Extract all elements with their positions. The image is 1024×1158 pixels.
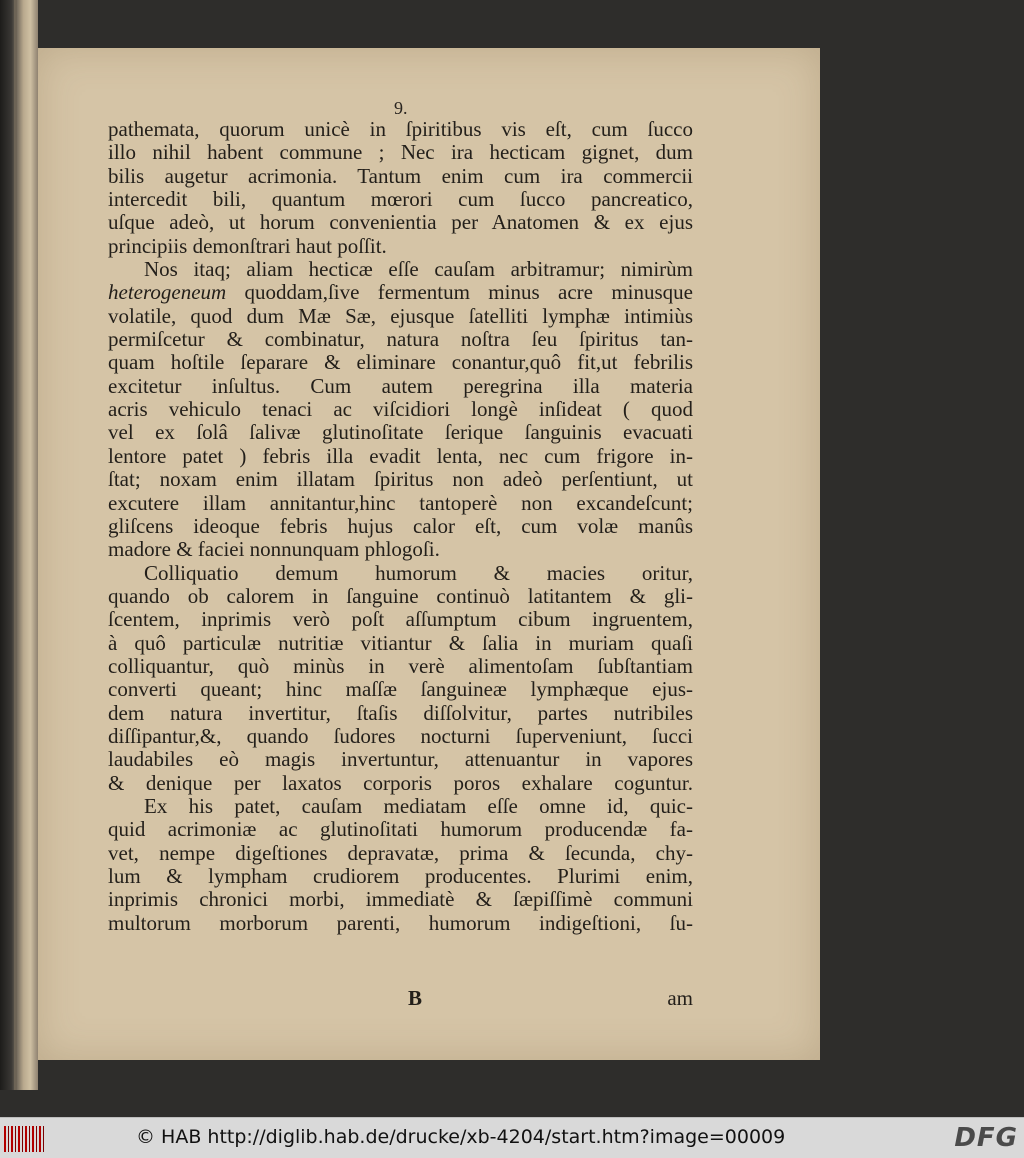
text-line: quando ob calorem in ſanguine continuò latitantem & gli-: [108, 584, 693, 608]
text-line: uſque adeò, ut horum convenientia per Anatomen & ex ejus: [108, 211, 693, 235]
catchword: am: [667, 986, 693, 1010]
text-line: colliquantur, quò minùs in verè alimentoſam ſubſtantiam: [108, 654, 693, 678]
text-line: converti queant; hinc maſſæ ſanguineæ lymphæque ejus-: [108, 678, 693, 702]
book-spine-edge: [0, 0, 38, 1090]
text-line: à quô particulæ nutritiæ vitiantur & ſalia in muriam quaſi: [108, 631, 693, 655]
text-line: illo nihil habent commune ; Nec ira hecticam gignet, dum: [108, 141, 693, 165]
text-line: [108, 281, 693, 304]
text-line: Colliquatio demum humorum & macies oritur,: [144, 561, 693, 585]
line-remainder: quoddam,ſive fermentum minus acre minusque: [226, 281, 693, 305]
text-line: quid acrimoniæ ac glutinoſitati humorum producendæ fa-: [108, 818, 693, 842]
text-line: ſtat; noxam enim illatam ſpiritus non adeò perſentiunt, ut: [108, 468, 693, 492]
text-line: gliſcens ideoque febris hujus calor eſt, cum volæ manûs: [108, 514, 693, 538]
italic-term: heterogeneum: [108, 281, 227, 305]
text-line: inprimis chronici morbi, immediatè & ſæpiſſimè communi: [108, 888, 693, 912]
spine-stripe: [14, 0, 17, 1090]
text-line: permiſcetur & combinatur, natura noſtra ſeu ſpiritus tan-: [108, 328, 693, 352]
page-footer-line: [108, 986, 693, 1010]
book-page: [38, 48, 820, 1060]
text-line: vet, nempe digeſtiones depravatæ, prima & ſecunda, chy-: [108, 841, 693, 865]
signature-mark: B: [408, 986, 423, 1010]
text-line: volatile, quod dum Mæ Sæ, ejusque ſatelliti lymphæ intimiùs: [108, 304, 693, 328]
text-line: ſcentem, inprimis verò poſt aſſumptum cibum ingruentem,: [108, 608, 693, 632]
text-line: dem natura invertitur, ſtaſis diſſolvitur, partes nutribiles: [108, 701, 693, 725]
text-line: intercedit bili, quantum mœrori cum ſucco pancreatico,: [108, 188, 693, 212]
copyright-url-text[interactable]: © HAB http://diglib.hab.de/drucke/xb-4204/start.htm?image=00009: [136, 1126, 786, 1148]
text-line: lum & lympham crudiorem producentes. Plurimi enim,: [108, 865, 693, 888]
text-line: quam hoſtile ſeparare & eliminare conantur,quô fit,ut febrilis: [108, 351, 693, 375]
text-line: lentore patet ) febris illa evadit lenta, nec cum frigore in-: [108, 444, 693, 468]
text-line: Ex his patet, cauſam mediatam eſſe omne id, quic-: [144, 794, 693, 818]
hab-barcode-icon: [4, 1126, 46, 1152]
text-line: principiis demonſtrari haut poſſit.: [108, 234, 387, 258]
dfg-logo: DFG: [954, 1123, 1018, 1153]
text-line: madore & faciei nonnunquam phlogoſi.: [108, 538, 440, 562]
page-body-text: [108, 118, 693, 935]
text-line: bilis augetur acrimonia. Tantum enim cum ira commercii: [108, 164, 693, 188]
text-line: Nos itaq; aliam hecticæ eſſe cauſam arbitramur; nimirùm: [144, 258, 693, 282]
text-line: multorum morborum parenti, humorum indigeſtioni, ſu-: [108, 911, 693, 935]
text-line: vel ex ſolâ ſalivæ glutinoſitate ſerique ſanguinis evacuati: [108, 421, 693, 445]
text-line: acris vehiculo tenaci ac viſcidiori longè inſideat ( quod: [108, 398, 693, 422]
text-line: excutere illam annitantur,hinc tantoperè non excandeſcunt;: [108, 491, 693, 515]
text-line: diſſipantur,&, quando ſudores nocturni ſuperveniunt, ſucci: [108, 724, 693, 748]
text-line: & denique per laxatos corporis poros exhalare coguntur.: [108, 771, 693, 795]
text-line: excitetur inſultus. Cum autem peregrina illa materia: [108, 374, 693, 398]
page-number: 9.: [394, 98, 408, 118]
text-line: pathemata, quorum unicè in ſpiritibus vis eſt, cum ſucco: [108, 118, 693, 141]
text-line: laudabiles eò magis invertuntur, attenuantur in vapores: [108, 748, 693, 772]
viewer-footer: [0, 1117, 1024, 1158]
